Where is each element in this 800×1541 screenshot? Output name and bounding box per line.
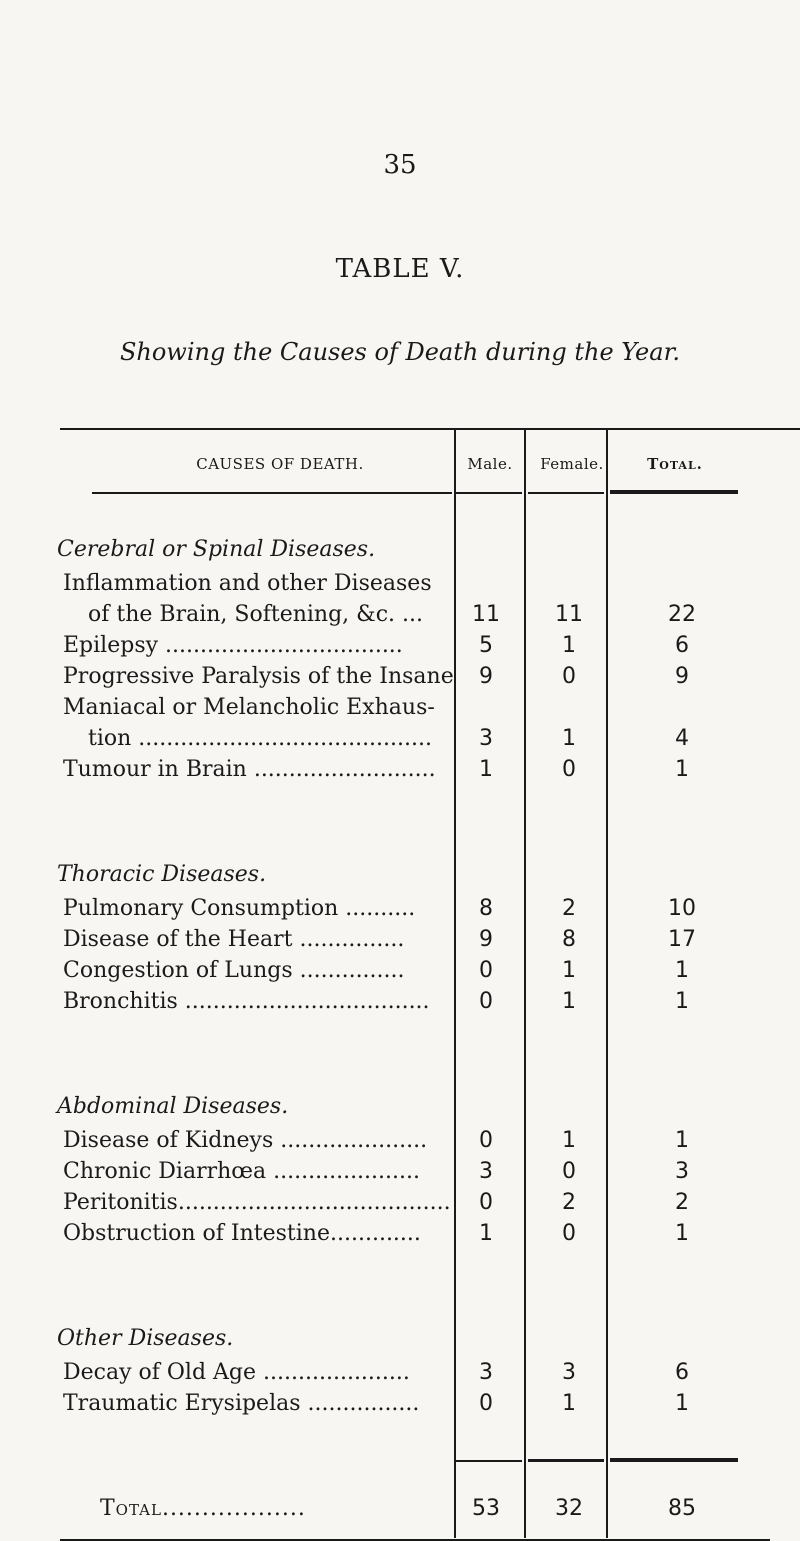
cause-label: Disease of the Heart ............... xyxy=(63,927,405,952)
total-count: 1 xyxy=(675,757,689,782)
table-row xyxy=(0,599,800,631)
table-title: TABLE V. xyxy=(335,254,465,284)
table-row xyxy=(0,986,800,1018)
total-count: 4 xyxy=(675,726,689,751)
total-count: 6 xyxy=(675,1360,689,1385)
group-title-other: Other Diseases. xyxy=(57,1326,234,1351)
grand-total-male: 53 xyxy=(472,1496,500,1521)
female-count: 11 xyxy=(555,602,583,627)
male-count: 0 xyxy=(479,958,493,983)
total-count: 1 xyxy=(675,1128,689,1153)
total-count: 1 xyxy=(675,958,689,983)
female-count: 8 xyxy=(562,927,576,952)
table-row xyxy=(0,568,800,600)
table-row xyxy=(0,1187,800,1219)
cause-label: Epilepsy .................................. xyxy=(63,633,403,658)
table-row xyxy=(0,661,800,693)
cause-label: Disease of Kidneys ..................... xyxy=(63,1128,428,1153)
female-count: 1 xyxy=(562,1128,576,1153)
female-count: 1 xyxy=(562,726,576,751)
cause-label: Congestion of Lungs ............... xyxy=(63,958,405,983)
header-female: Female. xyxy=(540,455,604,473)
header-causes: CAUSES OF DEATH. xyxy=(196,455,364,473)
cause-label: of the Brain, Softening, &c. ... xyxy=(88,602,424,627)
total-count: 2 xyxy=(675,1190,689,1215)
cause-label: Decay of Old Age ..................... xyxy=(63,1360,410,1385)
table-row xyxy=(0,1218,800,1250)
female-count: 1 xyxy=(562,1391,576,1416)
table-row xyxy=(0,955,800,987)
page-number: 35 xyxy=(383,150,417,180)
table-row xyxy=(0,723,800,755)
cause-label: Bronchitis ................................... xyxy=(63,989,430,1014)
male-count: 0 xyxy=(479,1128,493,1153)
grand-total-label: Total.................. xyxy=(100,1496,306,1521)
male-count: 0 xyxy=(479,989,493,1014)
female-count: 0 xyxy=(562,1159,576,1184)
cause-label: Progressive Paralysis of the Insane xyxy=(63,664,454,689)
male-count: 5 xyxy=(479,633,493,658)
group-title-thoracic: Thoracic Diseases. xyxy=(57,862,267,887)
header-underline-female xyxy=(528,492,604,494)
table-row xyxy=(0,893,800,925)
table-row xyxy=(0,1388,800,1420)
male-count: 3 xyxy=(479,1159,493,1184)
subtotal-rule-female xyxy=(528,1459,604,1462)
male-count: 1 xyxy=(479,1221,493,1246)
cause-label: tion .......................................... xyxy=(88,726,432,751)
table-row xyxy=(0,630,800,662)
table-row xyxy=(0,924,800,956)
group-title-abdominal: Abdominal Diseases. xyxy=(57,1094,289,1119)
table-row xyxy=(0,1357,800,1389)
male-count: 1 xyxy=(479,757,493,782)
grand-total-female: 32 xyxy=(555,1496,583,1521)
grand-total-total: 85 xyxy=(668,1496,696,1521)
female-count: 2 xyxy=(562,1190,576,1215)
male-count: 9 xyxy=(479,927,493,952)
table-row xyxy=(0,692,800,724)
header-total: Total. xyxy=(647,455,703,473)
female-count: 3 xyxy=(562,1360,576,1385)
subtotal-rule-total xyxy=(610,1458,738,1462)
male-count: 3 xyxy=(479,726,493,751)
header-male: Male. xyxy=(467,455,513,473)
total-count: 6 xyxy=(675,633,689,658)
group-title-cerebral: Cerebral or Spinal Diseases. xyxy=(57,537,376,562)
header-underline-total xyxy=(610,490,738,494)
table-row xyxy=(0,1156,800,1188)
cause-label: Pulmonary Consumption .......... xyxy=(63,896,416,921)
female-count: 1 xyxy=(562,989,576,1014)
female-count: 0 xyxy=(562,757,576,782)
total-count: 22 xyxy=(668,602,696,627)
table-row xyxy=(0,754,800,786)
female-count: 0 xyxy=(562,664,576,689)
cause-label: Obstruction of Intestine............. xyxy=(63,1221,421,1246)
total-count: 10 xyxy=(668,896,696,921)
male-count: 0 xyxy=(479,1190,493,1215)
female-count: 0 xyxy=(562,1221,576,1246)
cause-label: Inflammation and other Diseases xyxy=(63,571,432,596)
total-count: 1 xyxy=(675,989,689,1014)
female-count: 2 xyxy=(562,896,576,921)
female-count: 1 xyxy=(562,958,576,983)
cause-label: Chronic Diarrhœa ..................... xyxy=(63,1159,420,1184)
total-count: 1 xyxy=(675,1221,689,1246)
cause-label: Maniacal or Melancholic Exhaus- xyxy=(63,695,435,720)
male-count: 11 xyxy=(472,602,500,627)
total-count: 1 xyxy=(675,1391,689,1416)
total-count: 9 xyxy=(675,664,689,689)
table-row xyxy=(0,1125,800,1157)
female-count: 1 xyxy=(562,633,576,658)
total-count: 3 xyxy=(675,1159,689,1184)
male-count: 8 xyxy=(479,896,493,921)
header-underline-causes xyxy=(92,492,452,494)
total-count: 17 xyxy=(668,927,696,952)
cause-label: Peritonitis....................................... xyxy=(63,1190,451,1215)
top-rule xyxy=(60,428,800,430)
grand-total-row xyxy=(0,1493,800,1525)
cause-label: Tumour in Brain .......................... xyxy=(63,757,436,782)
subtotal-rule-male xyxy=(456,1460,522,1462)
header-underline-male xyxy=(456,492,522,494)
male-count: 0 xyxy=(479,1391,493,1416)
male-count: 3 xyxy=(479,1360,493,1385)
cause-label: Traumatic Erysipelas ................ xyxy=(63,1391,420,1416)
male-count: 9 xyxy=(479,664,493,689)
table-subtitle: Showing the Causes of Death during the Year. xyxy=(119,338,681,366)
